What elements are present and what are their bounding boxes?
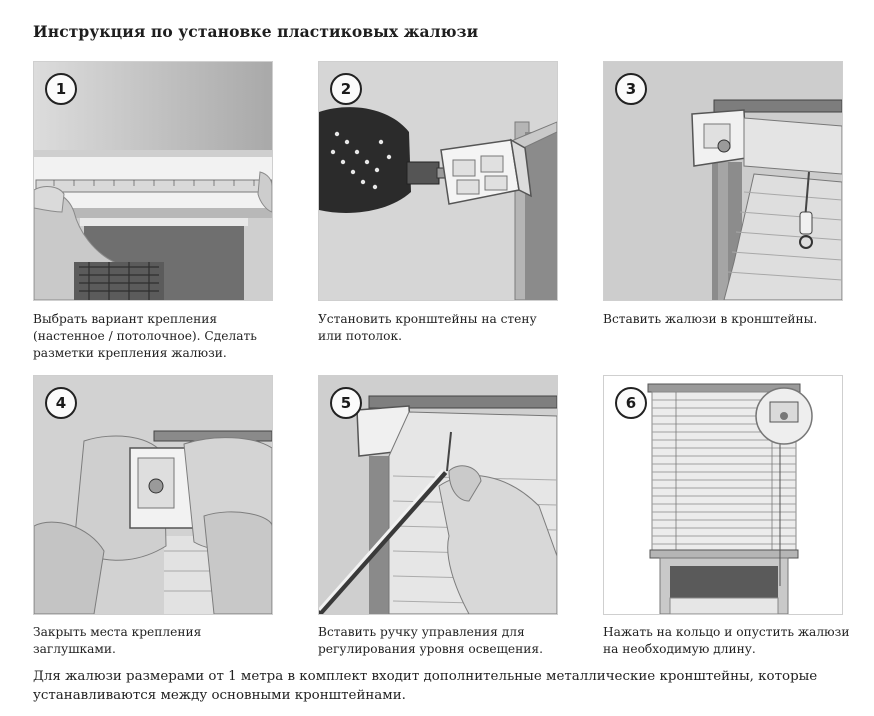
caption-line: Вставить ручку управления для <box>318 625 525 639</box>
step-1-caption <box>33 311 283 362</box>
step-5-photo <box>318 375 558 615</box>
step-6-caption <box>603 624 865 658</box>
step-6-photo <box>603 375 843 615</box>
step-4-photo <box>33 375 273 615</box>
caption-line: (настенное / потолочное). Сделать <box>33 329 257 343</box>
step-5-caption <box>318 624 568 658</box>
step-3-photo <box>603 61 843 301</box>
caption-line: заглушками. <box>33 642 116 656</box>
step-2-photo <box>318 61 558 301</box>
step-number-badge: 6 <box>615 387 647 419</box>
page-title: Инструкция по установке пластиковых жалюзи <box>33 22 479 41</box>
caption-line: регулирования уровня освещения. <box>318 642 543 656</box>
step-number-badge: 3 <box>615 73 647 105</box>
caption-line: Вставить жалюзи в кронштейны. <box>603 312 818 326</box>
step-4-caption <box>33 624 283 658</box>
step-number-badge: 1 <box>45 73 77 105</box>
caption-line: Установить кронштейны на стену <box>318 312 537 326</box>
caption-line: Закрыть места крепления <box>33 625 202 639</box>
step-1-photo <box>33 61 273 301</box>
step-3-caption <box>603 311 853 328</box>
footer-line: устанавливаются между основными кронштейнами. <box>33 688 406 703</box>
step-2-caption <box>318 311 568 345</box>
caption-line: или потолок. <box>318 329 402 343</box>
footer-line: Для жалюзи размерами от 1 метра в комплект входит дополнительные металлические кронштейны, которые <box>33 669 818 684</box>
step-number-badge: 4 <box>45 387 77 419</box>
caption-line: разметки крепления жалюзи. <box>33 346 227 360</box>
caption-line: на необходимую длину. <box>603 642 756 656</box>
footer-note <box>33 667 863 705</box>
step-number-badge: 5 <box>330 387 362 419</box>
step-number-badge: 2 <box>330 73 362 105</box>
caption-line: Нажать на кольцо и опустить жалюзи <box>603 625 850 639</box>
caption-line: Выбрать вариант крепления <box>33 312 218 326</box>
